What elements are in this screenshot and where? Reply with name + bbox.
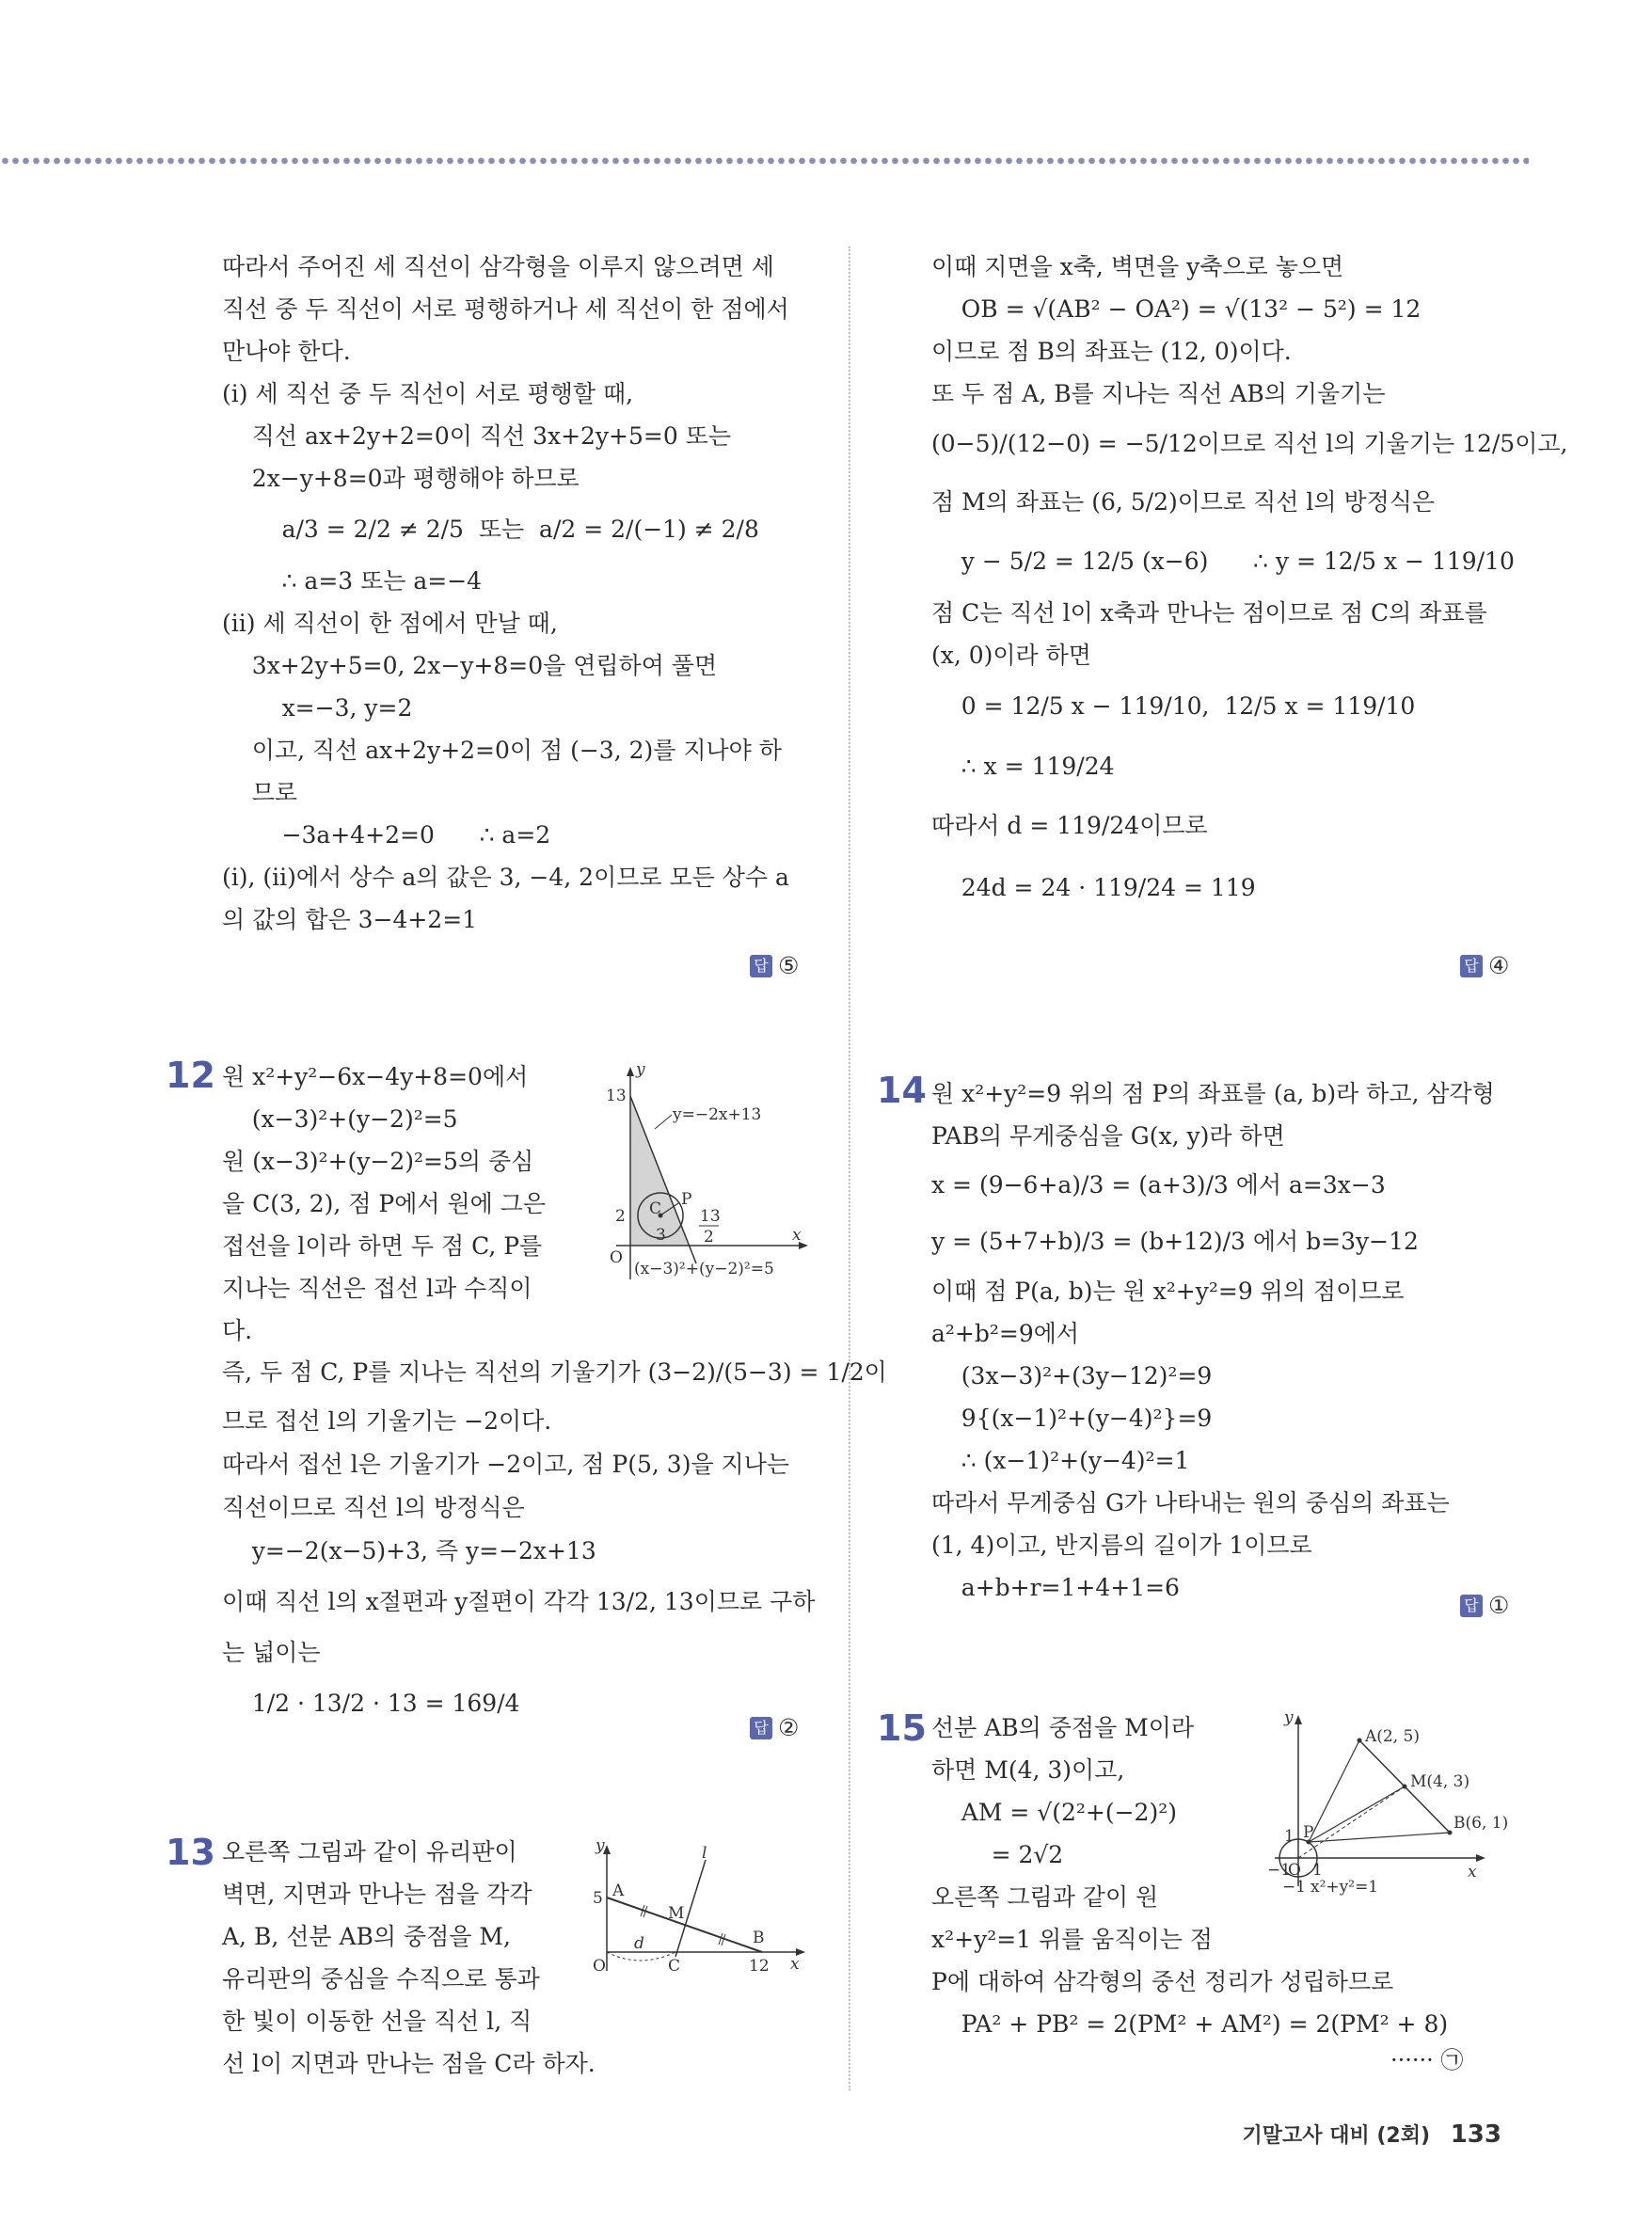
tick-1-y: 1 xyxy=(1284,1827,1295,1846)
point-p-label: P xyxy=(1303,1823,1314,1842)
origin-label: O xyxy=(593,1957,606,1976)
y-axis-label: y xyxy=(636,1060,645,1079)
answer-badge xyxy=(750,1714,799,1741)
text-line: a/3 = 2/2 ≠ 2/5 또는 a/2 = 2/(−1) ≠ 2/8 xyxy=(222,516,759,543)
text-line: (ii) 세 직선이 한 점에서 만날 때, xyxy=(222,610,558,637)
text-line: x²+y²=1 위를 움직이는 점 xyxy=(931,1926,1213,1953)
text-line: (x, 0)이라 하면 xyxy=(931,642,1091,669)
text-line: 을 C(3, 2), 점 P에서 원에 그은 xyxy=(222,1190,547,1217)
answer-badge xyxy=(1460,1592,1509,1619)
tick-5: 5 xyxy=(593,1889,603,1908)
text-line: A, B, 선분 AB의 중점을 M, xyxy=(222,1923,511,1950)
answer-value: ⑤ xyxy=(778,952,800,979)
tick-1-x: 1 xyxy=(1312,1861,1323,1880)
text-line: 즉, 두 점 C, P를 지나는 직선의 기울기가 (3−2)/(5−3) = 1/2이 xyxy=(222,1358,887,1386)
question-number: 12 xyxy=(166,1055,215,1096)
text-line: P에 대하여 삼각형의 중선 정리가 성립하므로 xyxy=(931,1968,1394,1995)
text-line: 원 x²+y²=9 위의 점 P의 좌표를 (a, b)라 하고, 삼각형 xyxy=(931,1080,1495,1107)
line-label: y=−2x+13 xyxy=(673,1105,762,1124)
origin-label: O xyxy=(1288,1861,1301,1880)
text-line: 직선 ax+2y+2=0이 직선 3x+2y+5=0 또는 xyxy=(222,422,731,450)
text-line: 따라서 d = 119/24이므로 xyxy=(931,812,1208,839)
text-line: 이때 점 P(a, b)는 원 x²+y²=9 위의 점이므로 xyxy=(931,1278,1405,1305)
text-line: y=−2(x−5)+3, 즉 y=−2x+13 xyxy=(222,1537,596,1564)
text-line: 2x−y+8=0과 평행해야 하므로 xyxy=(222,465,580,492)
text-line: = 2√2 xyxy=(931,1841,1064,1868)
page-footer xyxy=(1243,2120,1501,2149)
text-line: 점 C는 직선 l이 x축과 만나는 점이므로 점 C의 좌표를 xyxy=(931,599,1487,627)
y-axis-label: y xyxy=(596,1836,605,1855)
point-b xyxy=(1448,1831,1453,1835)
text-line: a+b+r=1+4+1=6 xyxy=(931,1574,1180,1601)
text-line: 9{(x−1)²+(y−4)²}=9 xyxy=(931,1405,1213,1432)
text-line: y = (5+7+b)/3 = (b+12)/3 에서 b=3y−12 xyxy=(931,1228,1419,1255)
text-line: 접선을 l이라 하면 두 점 C, P를 xyxy=(222,1232,543,1260)
tick-3: 3 xyxy=(656,1226,666,1245)
q14-solution xyxy=(931,1072,1533,1609)
line-l-label: l xyxy=(702,1844,707,1863)
page-number: 133 xyxy=(1450,2120,1501,2149)
tick-neg1-y: −1 xyxy=(1282,1878,1307,1897)
x-arrow-icon xyxy=(1476,1854,1485,1862)
answer-value: ② xyxy=(778,1714,800,1741)
q13-solution xyxy=(222,1831,598,2085)
question-number: 14 xyxy=(877,1070,927,1111)
point-m-label: M(4, 3) xyxy=(1410,1772,1470,1791)
text-line: 만나야 한다. xyxy=(222,338,351,365)
q12-solution-part2 xyxy=(222,1345,887,1733)
text-line: ∴ a=3 또는 a=−4 xyxy=(222,567,483,595)
text-line: 1/2 · 13/2 · 13 = 169/4 xyxy=(222,1690,520,1717)
text-line: (3x−3)²+(3y−12)²=9 xyxy=(931,1362,1213,1389)
text-line: y − 5/2 = 12/5 (x−6) ∴ y = 12/5 x − 119/10 xyxy=(931,548,1515,575)
q13-figure xyxy=(593,1836,809,1980)
text-line: 유리판의 중심을 수직으로 통과 xyxy=(222,1965,540,1993)
point-c-label: C xyxy=(649,1199,662,1218)
text-line: 다. xyxy=(222,1317,253,1344)
answer-badge xyxy=(750,952,799,979)
distance-arc xyxy=(607,1952,675,1961)
text-line: 점 M의 좌표는 (6, 5/2)이므로 직선 l의 방정식은 xyxy=(931,488,1436,516)
text-line: a²+b²=9에서 xyxy=(931,1320,1080,1347)
text-line: 므로 xyxy=(222,779,298,806)
q12-solution-part1 xyxy=(222,1056,598,1352)
point-a-label: A(2, 5) xyxy=(1365,1727,1420,1746)
text-line: ∴ x = 119/24 xyxy=(931,753,1115,780)
text-line: 이고, 직선 ax+2y+2=0이 점 (−3, 2)를 지나야 하 xyxy=(222,737,782,764)
y-arrow-icon xyxy=(627,1067,634,1076)
text-line: −3a+4+2=0 ∴ a=2 xyxy=(222,821,551,849)
text-line: 또 두 점 A, B를 지나는 직선 AB의 기울기는 xyxy=(931,380,1386,407)
point-p-label: P xyxy=(681,1190,692,1209)
text-line: 하면 M(4, 3)이고, xyxy=(931,1756,1125,1784)
text-line: 원 x²+y²−6x−4y+8=0에서 xyxy=(222,1063,529,1090)
point-b-label: B(6, 1) xyxy=(1453,1814,1509,1833)
right-top-solution xyxy=(931,246,1568,921)
distance-d-label: d xyxy=(634,1934,644,1953)
text-line: 이때 지면을 x축, 벽면을 y축으로 놓으면 xyxy=(931,253,1344,280)
tick-neg1-x: −1 xyxy=(1267,1861,1292,1880)
column-divider xyxy=(849,246,850,2090)
text-line: (i) 세 직선 중 두 직선이 서로 평행할 때, xyxy=(222,380,634,407)
text-line: AM = √(2²+(−2)²) xyxy=(931,1799,1177,1826)
segment-pb xyxy=(1309,1833,1450,1842)
text-line: ∴ (x−1)²+(y−4)²=1 xyxy=(931,1447,1190,1474)
point-b-label: B xyxy=(753,1929,765,1947)
answer-value: ① xyxy=(1488,1592,1510,1619)
y-axis-label: y xyxy=(1284,1708,1294,1727)
text-line: 선 l이 지면과 만나는 점을 C라 하자. xyxy=(222,2050,596,2077)
text-line: 벽면, 지면과 만나는 점을 각각 xyxy=(222,1881,532,1908)
text-line: 므로 접선 l의 기울기는 −2이다. xyxy=(222,1407,552,1435)
text-line: 오른쪽 그림과 같이 원 xyxy=(931,1883,1159,1911)
text-line: 원 (x−3)²+(y−2)²=5의 중심 xyxy=(222,1148,534,1175)
footer-label: 기말고사 대비 (2회) xyxy=(1242,2124,1431,2148)
answer-icon: 답 xyxy=(1460,1595,1483,1617)
text-line: OB = √(AB² − OA²) = √(13² − 5²) = 12 xyxy=(931,295,1422,323)
y-arrow-icon xyxy=(1295,1715,1302,1724)
circle-label: (x−3)²+(y−2)²=5 xyxy=(634,1260,774,1278)
circle-label: x²+y²=1 xyxy=(1310,1878,1379,1897)
text-line: 이때 직선 l의 x절편과 y절편이 각각 13/2, 13이므로 구하 xyxy=(222,1588,816,1615)
text-line: 의 값의 합은 3−4+2=1 xyxy=(222,906,478,933)
point-a xyxy=(1358,1739,1362,1743)
text-line: 이므로 점 B의 좌표는 (12, 0)이다. xyxy=(931,338,1292,365)
answer-icon: 답 xyxy=(750,1717,772,1739)
point-m-label: M xyxy=(668,1904,685,1923)
text-line: 선분 AB의 중점을 M이라 xyxy=(931,1714,1195,1741)
answer-icon: 답 xyxy=(1460,955,1483,977)
text-line: (1, 4)이고, 반지름의 길이가 1이므로 xyxy=(931,1532,1312,1559)
segment-ab xyxy=(607,1897,762,1952)
point-m xyxy=(1403,1785,1407,1789)
tick-13-2-num: 13 xyxy=(700,1207,721,1226)
question-number: 13 xyxy=(166,1832,215,1873)
answer-icon: 답 xyxy=(750,955,772,977)
text-line: 따라서 무게중심 G가 나타내는 원의 중심의 좌표는 xyxy=(931,1489,1450,1516)
text-line: 직선 중 두 직선이 서로 평행하거나 세 직선이 한 점에서 xyxy=(222,295,789,323)
question-number: 15 xyxy=(877,1707,927,1749)
equation-tag: ······ ㉠ xyxy=(1390,2047,1464,2073)
answer-value: ④ xyxy=(1488,952,1510,979)
text-line: 따라서 접선 l은 기울기가 −2이고, 점 P(5, 3)을 지나는 xyxy=(222,1451,790,1478)
text-line: 직선이므로 직선 l의 방정식은 xyxy=(222,1494,525,1521)
text-line: (i), (ii)에서 상수 a의 값은 3, −4, 2이므로 모든 상수 a xyxy=(222,864,789,891)
x-axis-label: x xyxy=(792,1226,802,1245)
text-line: x = (9−6+a)/3 = (a+3)/3 에서 a=3x−3 xyxy=(931,1171,1386,1199)
text-line: 24d = 24 · 119/24 = 119 xyxy=(931,874,1256,901)
tick-13-2-den: 2 xyxy=(704,1228,714,1246)
leader-line xyxy=(655,1115,672,1129)
text-line: 오른쪽 그림과 같이 유리판이 xyxy=(222,1838,517,1866)
text-line: 는 넓이는 xyxy=(222,1639,321,1666)
dotted-header-rule xyxy=(0,156,1529,166)
text-line: PAB의 무게중심을 G(x, y)라 하면 xyxy=(931,1122,1285,1150)
tick-12: 12 xyxy=(749,1957,770,1976)
text-line: 한 빛이 이동한 선을 직선 l, 직 xyxy=(222,2008,532,2035)
origin-label: O xyxy=(610,1248,623,1267)
q15-figure xyxy=(1256,1707,1529,1896)
text-line: 따라서 주어진 세 직선이 삼각형을 이루지 않으려면 세 xyxy=(222,253,774,280)
text-line: 0 = 12/5 x − 119/10, 12/5 x = 119/10 xyxy=(931,692,1416,720)
point-a-label: A xyxy=(612,1882,625,1900)
text-line: x=−3, y=2 xyxy=(222,694,413,722)
tick-13: 13 xyxy=(606,1087,627,1105)
left-top-solution xyxy=(222,246,824,941)
text-line: PA² + PB² = 2(PM² + AM²) = 2(PM² + 8) xyxy=(931,2010,1449,2038)
x-axis-label: x xyxy=(1468,1863,1477,1882)
answer-badge xyxy=(1460,952,1509,979)
text-line: (x−3)²+(y−2)²=5 xyxy=(222,1105,458,1133)
text-line: 지나는 직선은 접선 l과 수직이 xyxy=(222,1275,532,1302)
x-axis-label: x xyxy=(790,1955,800,1974)
text-line: 3x+2y+5=0, 2x−y+8=0을 연립하여 풀면 xyxy=(222,652,718,679)
text-line: (0−5)/(12−0) = −5/12이므로 직선 l의 기울기는 12/5이고, xyxy=(931,430,1568,457)
tick-2: 2 xyxy=(615,1207,626,1226)
q12-figure xyxy=(593,1060,818,1289)
point-c-label: C xyxy=(668,1957,681,1976)
